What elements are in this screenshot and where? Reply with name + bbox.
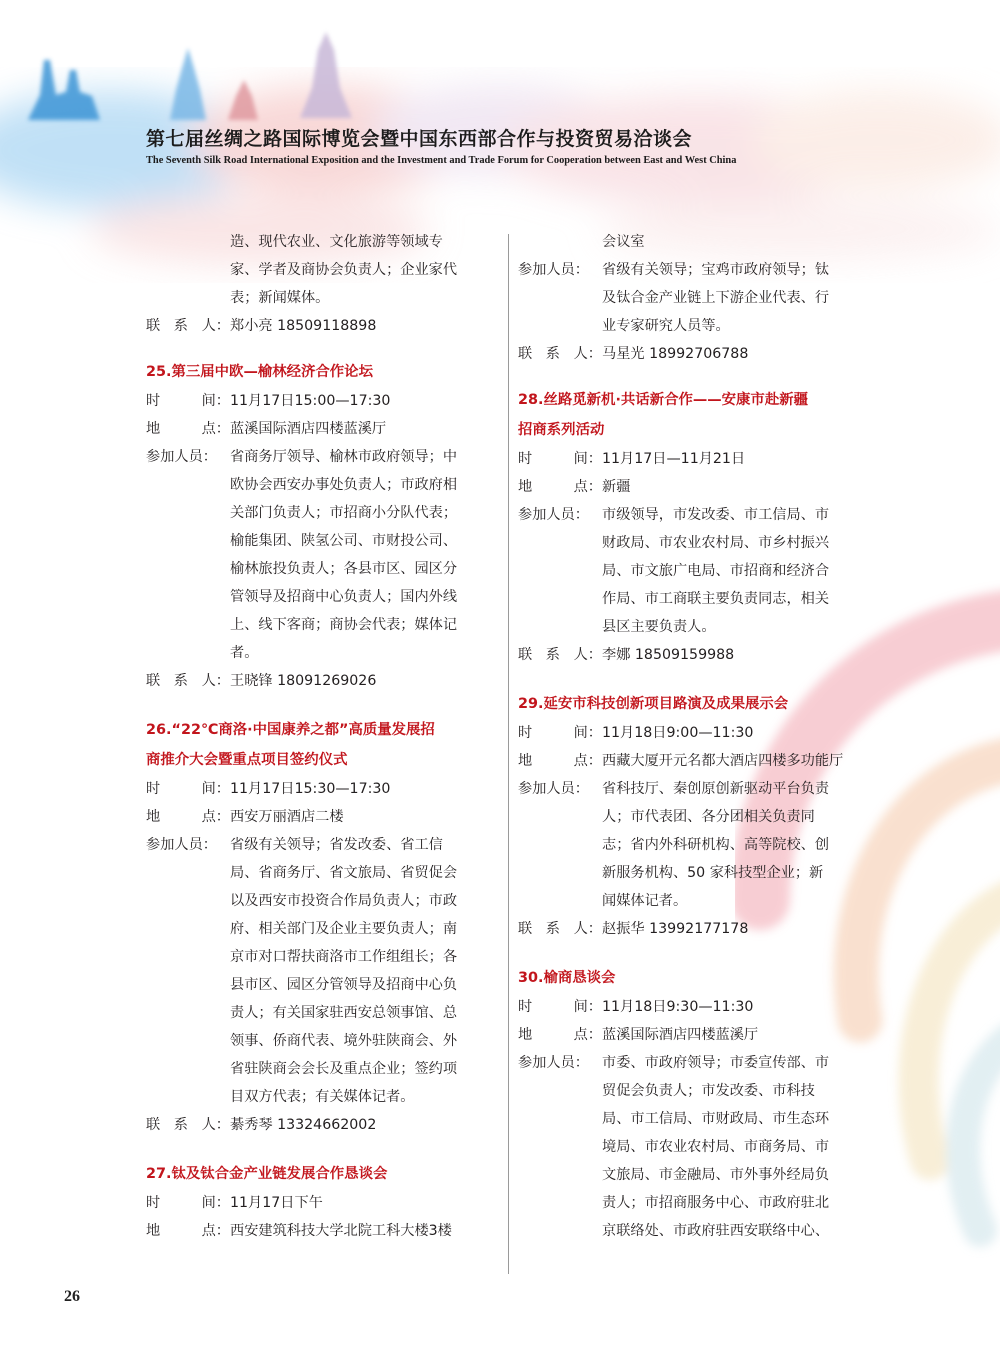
time-row: 时 间： 11月18日9:00—11:30 <box>518 719 874 747</box>
participants-row: 参加人员： 省级有关领导；宝鸡市政府领导；钛 <box>518 256 874 284</box>
place-value: 新疆 <box>602 479 631 495</box>
participants-row: 参加人员： 市级领导，市发改委、市工信局、市 <box>518 501 874 529</box>
time-row: 时 间： 11月17日15:30—17:30 <box>146 775 498 803</box>
participants-row: 参加人员： 省商务厅领导、榆林市政府领导；中 <box>146 443 498 471</box>
time-value: 11月17日—11月21日 <box>602 451 746 467</box>
time-row: 时 间： 11月18日9:30—11:30 <box>518 993 874 1021</box>
place-value: 西藏大厦开元名都大酒店四楼多功能厅 <box>602 753 844 769</box>
participants-line: 文旅局、市金融局、市外事外经局负 <box>602 1167 830 1183</box>
participants-value: 市委、市政府领导；市委宣传部、市 <box>602 1055 830 1071</box>
participants-line: 榆能集团、陕氢公司、市财投公司、 <box>230 533 458 549</box>
place-row: 地 点： 西安建筑科技大学北院工科大楼3楼 <box>146 1217 498 1245</box>
participants-line: 局、市文旅广电局、市招商和经济合 <box>602 563 830 579</box>
participants-line: 京联络处、市政府驻西安联络中心、 <box>602 1223 830 1239</box>
participants-line: 欧协会西安办事处负责人；市政府相 <box>230 477 458 493</box>
participants-line: 领事、侨商代表、境外驻陕商会、外 <box>230 1033 458 1049</box>
participants-line: 目双方代表；有关媒体记者。 <box>230 1089 415 1105</box>
time-value: 11月17日下午 <box>230 1195 323 1211</box>
page-header <box>146 124 736 166</box>
contact-value: 綦秀琴 13324662002 <box>230 1117 377 1133</box>
time-row: 时 间： 11月17日下午 <box>146 1189 498 1217</box>
event-heading-26: 26.“22℃商洛·中国康养之都”高质量发展招 <box>146 722 435 738</box>
contact-row: 联 系 人： 马星光 18992706788 <box>518 340 874 368</box>
event-title-chinese: 第七届丝绸之路国际博览会暨中国东西部合作与投资贸易洽谈会 <box>146 128 693 150</box>
event-heading-25: 25.第三届中欧—榆林经济合作论坛 <box>146 364 373 380</box>
participants-value: 市级领导，市发改委、市工信局、市 <box>602 507 830 523</box>
participants-line: 县区主要负责人。 <box>602 619 716 635</box>
place-row: 地 点： 西安万丽酒店二楼 <box>146 803 498 831</box>
participants-line: 关部门负责人；市招商小分队代表； <box>230 505 458 521</box>
participants-line: 责人；有关国家驻西安总领事馆、总 <box>230 1005 458 1021</box>
event-heading-26-cont: 商推介大会暨重点项目签约仪式 <box>146 752 348 768</box>
participants-continued: 造、现代农业、文化旅游等领域专 <box>230 234 443 250</box>
participants-continued: 家、学者及商协会负责人；企业家代 <box>230 262 458 278</box>
participants-line: 志；省内外科研机构、高等院校、创 <box>602 837 830 853</box>
participants-row: 参加人员： 省科技厅、秦创原创新驱动平台负责 <box>518 775 874 803</box>
place-row: 地 点： 蓝溪国际酒店四楼蓝溪厅 <box>146 415 498 443</box>
contact-row: 联 系 人： 李娜 18509159988 <box>518 641 874 669</box>
participants-line: 京市对口帮扶商洛市工作组组长；各 <box>230 949 458 965</box>
left-column <box>146 228 498 1245</box>
participants-line: 县市区、园区分管领导及招商中心负 <box>230 977 458 993</box>
place-value: 西安万丽酒店二楼 <box>230 809 344 825</box>
participants-value: 省级有关领导；省发改委、省工信 <box>230 837 443 853</box>
participants-line: 人；市代表团、各分团相关负责同 <box>602 809 815 825</box>
event-heading-27: 27.钛及钛合金产业链发展合作恳谈会 <box>146 1166 388 1182</box>
event-heading-29: 29.延安市科技创新项目路演及成果展示会 <box>518 696 789 712</box>
event-heading-30: 30.榆商恳谈会 <box>518 970 616 986</box>
participants-line: 上、线下客商；商协会代表；媒体记 <box>230 617 458 633</box>
participants-line: 局、市工信局、市财政局、市生态环 <box>602 1111 830 1127</box>
time-value: 11月18日9:30—11:30 <box>602 999 754 1015</box>
place-row: 地 点： 西藏大厦开元名都大酒店四楼多功能厅 <box>518 747 874 775</box>
event-heading-28: 28.丝路觅新机·共话新合作——安康市赴新疆 <box>518 392 808 408</box>
participants-line: 作局、市工商联主要负责同志，相关 <box>602 591 830 607</box>
participants-line: 新服务机构、50 家科技型企业；新 <box>602 865 824 881</box>
participants-value: 省级有关领导；宝鸡市政府领导；钛 <box>602 262 830 278</box>
participants-line: 境局、市农业农村局、市商务局、市 <box>602 1139 830 1155</box>
skyline-pagoda-mid <box>170 48 206 120</box>
participants-row: 参加人员： 市委、市政府领导；市委宣传部、市 <box>518 1049 874 1077</box>
right-column <box>518 228 874 1245</box>
place-value: 蓝溪国际酒店四楼蓝溪厅 <box>602 1027 759 1043</box>
skyline-pagoda-left <box>28 60 100 120</box>
participants-line: 业专家研究人员等。 <box>602 318 730 334</box>
contact-row: 联 系 人： 綦秀琴 13324662002 <box>146 1111 498 1139</box>
contact-value: 李娜 18509159988 <box>602 647 735 663</box>
contact-row: 联 系 人： 郑小亮 18509118898 <box>146 312 498 340</box>
participants-value: 省科技厅、秦创原创新驱动平台负责 <box>602 781 830 797</box>
participants-line: 贸促会负责人；市发改委、市科技 <box>602 1083 815 1099</box>
time-value: 11月17日15:30—17:30 <box>230 781 391 797</box>
column-divider <box>508 234 509 1274</box>
participants-line: 以及西安市投资合作局负责人；市政 <box>230 893 458 909</box>
participants-line: 及钛合金产业链上下游企业代表、行 <box>602 290 830 306</box>
contact-value: 郑小亮 18509118898 <box>230 318 377 334</box>
participants-line: 者。 <box>230 645 259 661</box>
page-number: 26 <box>64 1288 80 1305</box>
place-continued: 会议室 <box>602 234 645 250</box>
participants-line: 财政局、市农业农村局、市乡村振兴 <box>602 535 830 551</box>
event-heading-28-cont: 招商系列活动 <box>518 422 605 438</box>
participants-row: 参加人员： 省级有关领导；省发改委、省工信 <box>146 831 498 859</box>
contact-value: 赵振华 13992177178 <box>602 921 749 937</box>
contact-value: 马星光 18992706788 <box>602 346 749 362</box>
place-row: 地 点： 新疆 <box>518 473 874 501</box>
place-value: 西安建筑科技大学北院工科大楼3楼 <box>230 1223 452 1239</box>
participants-line: 责人；市招商服务中心、市政府驻北 <box>602 1195 830 1211</box>
contact-row: 联 系 人： 赵振华 13992177178 <box>518 915 874 943</box>
time-row: 时 间： 11月17日—11月21日 <box>518 445 874 473</box>
participants-line: 管领导及招商中心负责人；国内外线 <box>230 589 458 605</box>
place-row: 地 点： 蓝溪国际酒店四楼蓝溪厅 <box>518 1021 874 1049</box>
participants-line: 省驻陕商会会长及重点企业；签约项 <box>230 1061 458 1077</box>
contact-value: 王晓锋 18091269026 <box>230 673 377 689</box>
skyline-pagoda-right <box>300 32 352 118</box>
participants-line: 闻媒体记者。 <box>602 893 688 909</box>
event-title-english: The Seventh Silk Road International Exposition and the Investment and Trade Forum for Cooperation between East and West China <box>146 155 737 166</box>
participants-line: 榆林旅投负责人；各县市区、园区分 <box>230 561 458 577</box>
time-row: 时 间： 11月17日15:00—17:30 <box>146 387 498 415</box>
time-value: 11月17日15:00—17:30 <box>230 393 391 409</box>
participants-line: 局、省商务厅、省文旅局、省贸促会 <box>230 865 458 881</box>
participants-value: 省商务厅领导、榆林市政府领导；中 <box>230 449 458 465</box>
contact-row: 联 系 人： 王晓锋 18091269026 <box>146 667 498 695</box>
time-value: 11月18日9:00—11:30 <box>602 725 754 741</box>
place-value: 蓝溪国际酒店四楼蓝溪厅 <box>230 421 387 437</box>
participants-continued: 表；新闻媒体。 <box>230 290 330 306</box>
participants-line: 府、相关部门及企业主要负责人；南 <box>230 921 458 937</box>
